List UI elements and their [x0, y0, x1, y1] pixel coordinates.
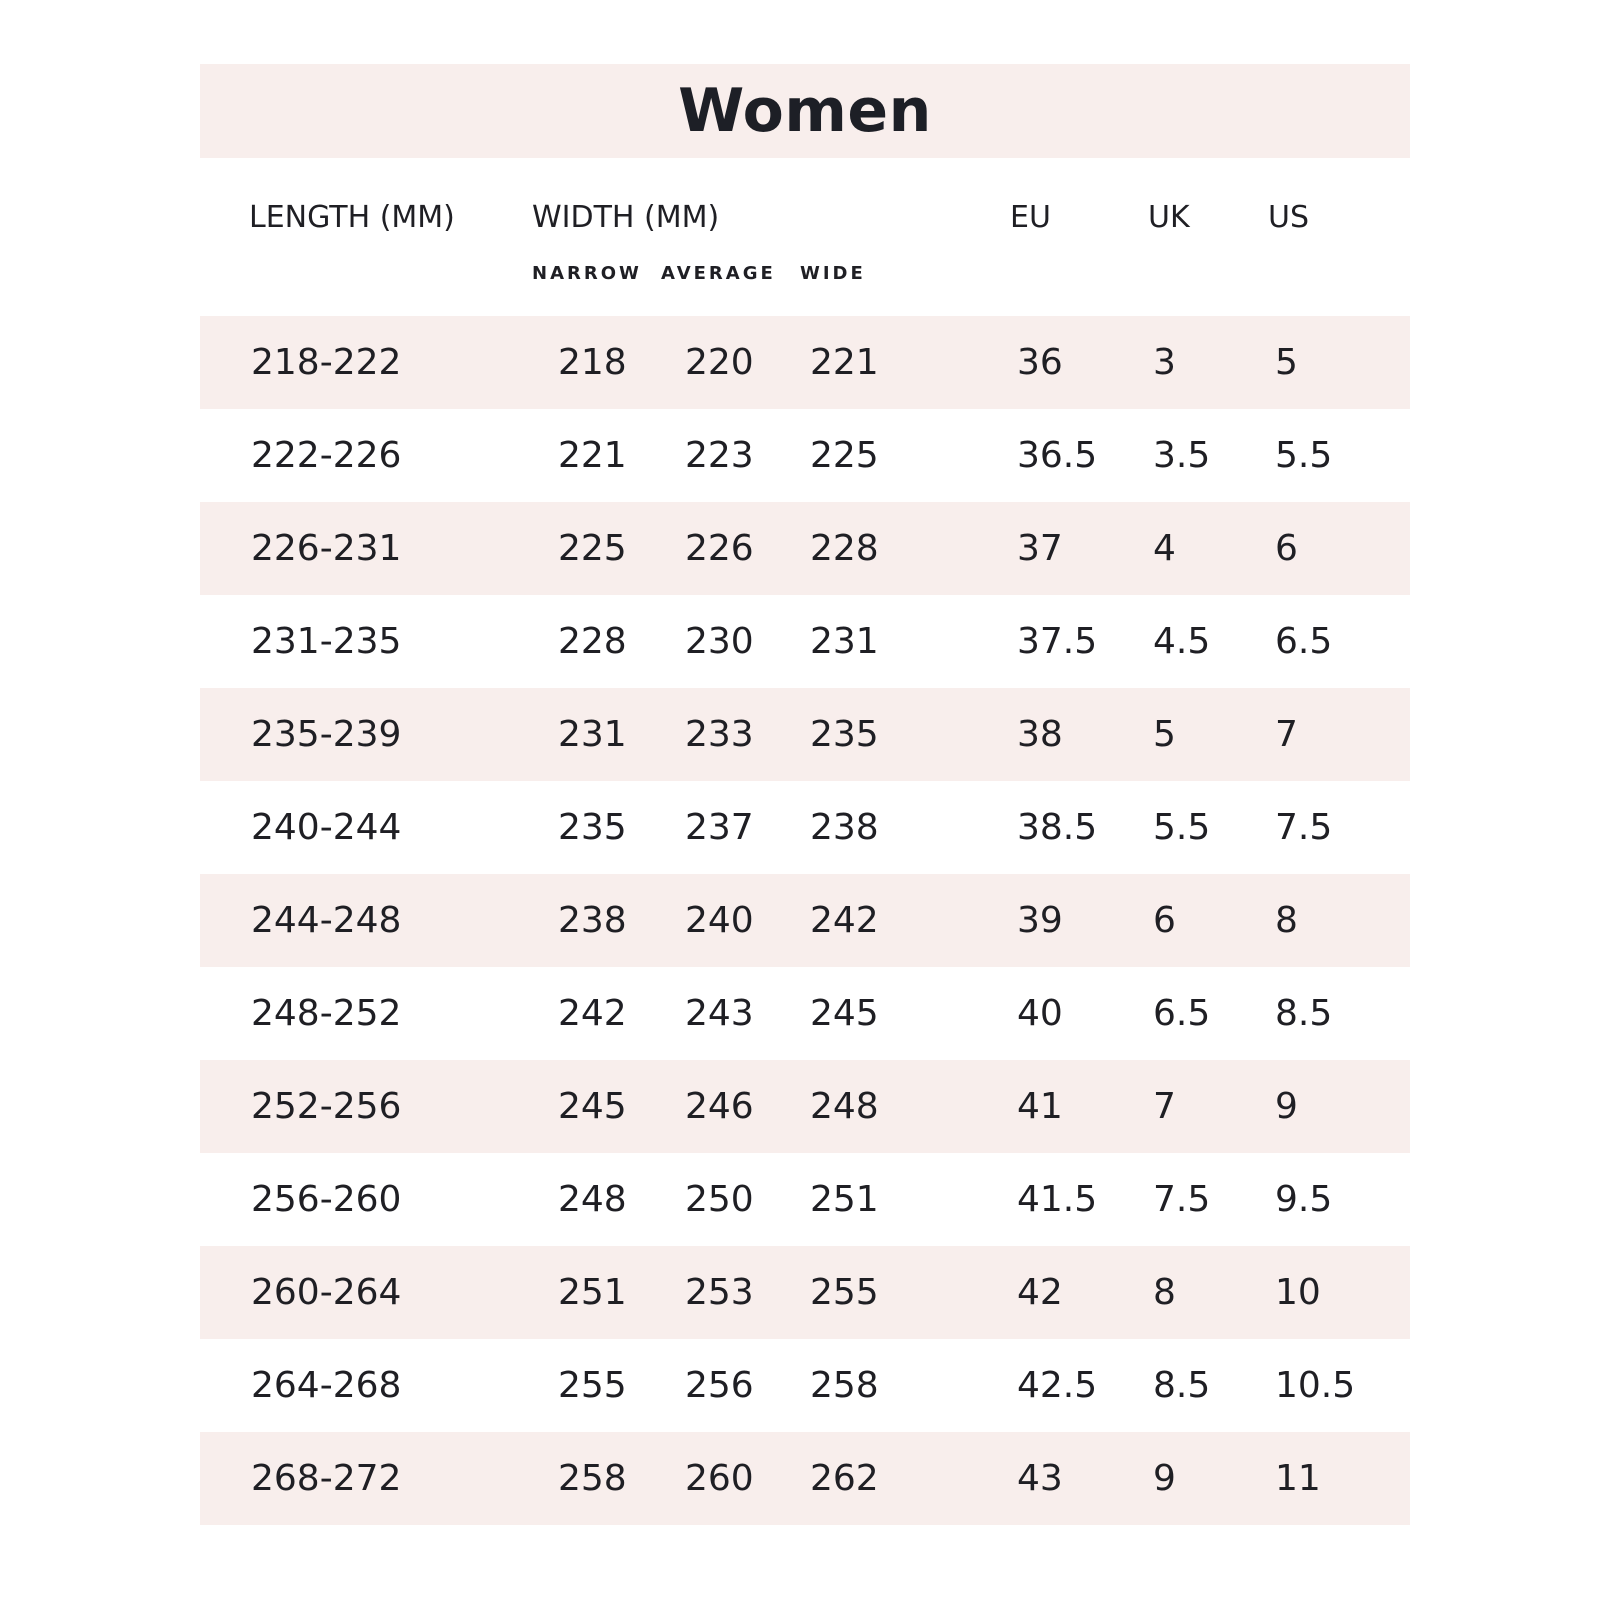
- cell-us: 10: [1275, 1272, 1321, 1313]
- table-row: [200, 874, 1410, 967]
- cell-average: 260: [685, 1458, 754, 1499]
- cell-length: 248-252: [251, 993, 402, 1034]
- table-row: [200, 595, 1410, 688]
- cell-average: 256: [685, 1365, 754, 1406]
- cell-uk: 3.5: [1153, 435, 1211, 476]
- cell-uk: 4.5: [1153, 621, 1211, 662]
- cell-length: 252-256: [251, 1086, 402, 1127]
- cell-length: 218-222: [251, 342, 402, 383]
- cell-narrow: 231: [558, 714, 627, 755]
- cell-wide: 251: [810, 1179, 879, 1220]
- cell-us: 9.5: [1275, 1179, 1333, 1220]
- cell-narrow: 235: [558, 807, 627, 848]
- cell-length: 260-264: [251, 1272, 402, 1313]
- cell-narrow: 245: [558, 1086, 627, 1127]
- table-row: [200, 967, 1410, 1060]
- cell-wide: 221: [810, 342, 879, 383]
- cell-wide: 231: [810, 621, 879, 662]
- cell-us: 8.5: [1275, 993, 1333, 1034]
- table-header: [200, 158, 1410, 316]
- cell-length: 226-231: [251, 528, 402, 569]
- cell-uk: 5.5: [1153, 807, 1211, 848]
- cell-eu: 42.5: [1017, 1365, 1098, 1406]
- cell-wide: 258: [810, 1365, 879, 1406]
- cell-uk: 8.5: [1153, 1365, 1211, 1406]
- table-row: [200, 1153, 1410, 1246]
- cell-eu: 40: [1017, 993, 1063, 1034]
- cell-us: 6: [1275, 528, 1298, 569]
- cell-narrow: 255: [558, 1365, 627, 1406]
- cell-narrow: 251: [558, 1272, 627, 1313]
- cell-eu: 39: [1017, 900, 1063, 941]
- cell-average: 237: [685, 807, 754, 848]
- cell-narrow: 221: [558, 435, 627, 476]
- header-width: WIDTH (MM): [532, 200, 720, 235]
- cell-average: 243: [685, 993, 754, 1034]
- cell-uk: 7.5: [1153, 1179, 1211, 1220]
- cell-us: 5: [1275, 342, 1298, 383]
- cell-narrow: 228: [558, 621, 627, 662]
- cell-us: 7: [1275, 714, 1298, 755]
- cell-wide: 245: [810, 993, 879, 1034]
- cell-length: 235-239: [251, 714, 402, 755]
- cell-uk: 9: [1153, 1458, 1176, 1499]
- cell-eu: 37: [1017, 528, 1063, 569]
- table-body: [200, 316, 1410, 1525]
- cell-eu: 37.5: [1017, 621, 1098, 662]
- table-row: [200, 1432, 1410, 1525]
- cell-narrow: 225: [558, 528, 627, 569]
- cell-average: 250: [685, 1179, 754, 1220]
- cell-eu: 36.5: [1017, 435, 1098, 476]
- cell-wide: 248: [810, 1086, 879, 1127]
- cell-wide: 235: [810, 714, 879, 755]
- cell-uk: 4: [1153, 528, 1176, 569]
- header-us: US: [1268, 200, 1310, 235]
- cell-wide: 262: [810, 1458, 879, 1499]
- cell-narrow: 258: [558, 1458, 627, 1499]
- table-row: [200, 781, 1410, 874]
- cell-average: 226: [685, 528, 754, 569]
- subheader-narrow: NARROW: [532, 263, 642, 284]
- cell-us: 8: [1275, 900, 1298, 941]
- cell-us: 6.5: [1275, 621, 1333, 662]
- cell-narrow: 242: [558, 993, 627, 1034]
- cell-us: 9: [1275, 1086, 1298, 1127]
- subheader-average: AVERAGE: [661, 263, 776, 284]
- cell-uk: 6.5: [1153, 993, 1211, 1034]
- cell-length: 244-248: [251, 900, 402, 941]
- header-uk: UK: [1148, 200, 1190, 235]
- cell-length: 264-268: [251, 1365, 402, 1406]
- cell-us: 10.5: [1275, 1365, 1356, 1406]
- title-bar: [200, 64, 1410, 158]
- table-row: [200, 1060, 1410, 1153]
- cell-average: 240: [685, 900, 754, 941]
- cell-length: 268-272: [251, 1458, 402, 1499]
- cell-wide: 225: [810, 435, 879, 476]
- cell-average: 246: [685, 1086, 754, 1127]
- cell-us: 5.5: [1275, 435, 1333, 476]
- cell-narrow: 218: [558, 342, 627, 383]
- cell-eu: 42: [1017, 1272, 1063, 1313]
- subheader-wide: WIDE: [800, 263, 866, 284]
- cell-wide: 238: [810, 807, 879, 848]
- table-row: [200, 688, 1410, 781]
- table-row: [200, 1246, 1410, 1339]
- cell-length: 231-235: [251, 621, 402, 662]
- cell-eu: 43: [1017, 1458, 1063, 1499]
- header-length: LENGTH (MM): [249, 200, 455, 235]
- cell-eu: 41: [1017, 1086, 1063, 1127]
- table-row: [200, 409, 1410, 502]
- cell-eu: 38.5: [1017, 807, 1098, 848]
- cell-wide: 242: [810, 900, 879, 941]
- table-row: [200, 316, 1410, 409]
- cell-average: 253: [685, 1272, 754, 1313]
- cell-eu: 41.5: [1017, 1179, 1098, 1220]
- cell-average: 223: [685, 435, 754, 476]
- cell-eu: 36: [1017, 342, 1063, 383]
- cell-uk: 5: [1153, 714, 1176, 755]
- size-chart: [200, 64, 1410, 1525]
- cell-narrow: 238: [558, 900, 627, 941]
- cell-uk: 7: [1153, 1086, 1176, 1127]
- table-row: [200, 502, 1410, 595]
- cell-uk: 3: [1153, 342, 1176, 383]
- cell-average: 230: [685, 621, 754, 662]
- cell-length: 240-244: [251, 807, 402, 848]
- table-row: [200, 1339, 1410, 1432]
- cell-average: 220: [685, 342, 754, 383]
- cell-eu: 38: [1017, 714, 1063, 755]
- cell-uk: 8: [1153, 1272, 1176, 1313]
- cell-length: 222-226: [251, 435, 402, 476]
- cell-us: 11: [1275, 1458, 1321, 1499]
- cell-wide: 228: [810, 528, 879, 569]
- chart-title: Women: [678, 76, 932, 146]
- header-eu: EU: [1010, 200, 1051, 235]
- cell-wide: 255: [810, 1272, 879, 1313]
- cell-narrow: 248: [558, 1179, 627, 1220]
- cell-us: 7.5: [1275, 807, 1333, 848]
- cell-length: 256-260: [251, 1179, 402, 1220]
- cell-uk: 6: [1153, 900, 1176, 941]
- cell-average: 233: [685, 714, 754, 755]
